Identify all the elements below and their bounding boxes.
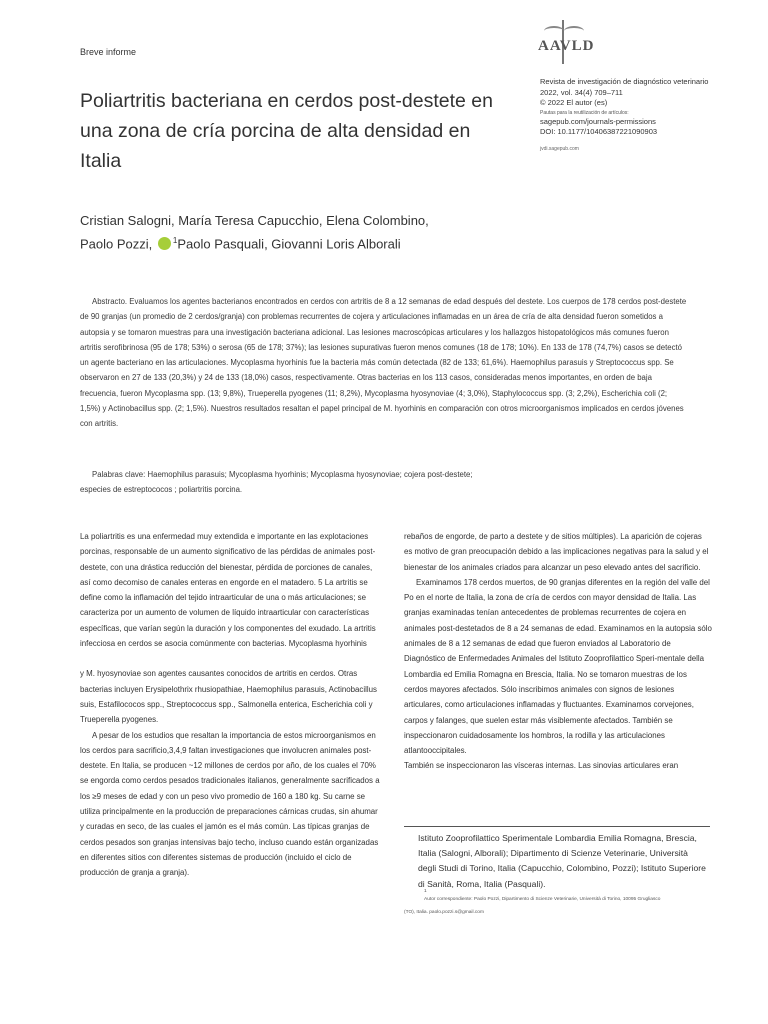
footnote-text: Autor correspondiente: Paolo Pozzi, Dipartimento di Scienze Veterinarie, Università di Torino, 10095 Grugliasco	[424, 897, 661, 902]
author-name: Paolo Pozzi,	[80, 236, 153, 252]
authors-line-1: Cristian Salogni, María Teresa Capucchio, Elena Colombino,	[80, 213, 429, 228]
footnote-email[interactable]: (TO), Italia. paolo.pozzi.s@gmail.com	[404, 910, 484, 915]
author-names: Paolo Pasquali, Giovanni Loris Alborali	[177, 236, 401, 252]
body-paragraph: y M. hyosynoviae son agentes causantes conocidos de artritis en cerdos. Otras bacterias incluyen Erysipelothrix rhusiopathiae, Haemophilus parasuis, Actinobacillus suis, Estafilococos spp., Streptococcus spp., Salmonella enterica, Escherichia coli y Trueperella pyogenes.	[80, 669, 377, 725]
author-superscript: 1	[172, 236, 178, 245]
keywords	[80, 467, 688, 497]
body-paragraph: rebaños de engorde, de parto a destete y de sitios múltiples). La aparición de cojeras es motivo de gran preocupación debido a las implicaciones negativas para la salud y el bienestar de los animales criados para alcanzar un peso elevado antes del sacrificio.	[404, 532, 709, 572]
footnote-mark: 1	[424, 889, 427, 894]
wing-icon	[544, 26, 564, 36]
journal-site[interactable]: jvdi.sagepub.com	[540, 145, 579, 152]
keywords-rest: de estreptococos ; poliartritis porcina.	[110, 485, 243, 494]
body-paragraph: A pesar de los estudios que resaltan la importancia de estos microorganismos en los cerdos para sacrificio,3,4,9 faltan investigaciones que involucren animales post-destete. En Italia, se producen ~12 millones de cerdos por año, de los cuales el 70% se engorda como cerdos pesados tradicionales italianos, generalmente sacrificados a los ≥9 meses de edad y con un peso vivo promedio de 160 a 180 kg. Su carne se utiliza principalmente en la producción de preparaciones cárnicas crudas, sin ahumar y curadas en seco, de las cuales el jamón es el más común. Las típicas granjas de cerdos pesados son granjas intensivas bajo techo, incluso cuando están organizadas en diferentes sitios con diferentes sistemas de producción (incluido el ciclo de producción de granja a granja).	[80, 730, 380, 878]
journal-name: Revista de investigación de diagnóstico veterinario	[540, 77, 709, 86]
copyright: © 2022 El autor (es)	[540, 98, 608, 107]
keywords-strong: especies	[80, 485, 111, 494]
article-title: Poliartritis bacteriana en cerdos post-destete en una zona de cría porcina de alta densidad en Italia	[80, 90, 493, 172]
author-list	[80, 211, 500, 254]
body-paragraph: También se inspeccionaron las vísceras internas. Las sinovias articulares eran	[404, 761, 679, 771]
permissions-link[interactable]: sagepub.com/journals-permissions	[540, 116, 656, 126]
affiliations: Istituto Zooprofilattico Sperimentale Lombardia Emilia Romagna, Brescia, Italia (Salogni, Alborali); Dipartimento di Scienze Veterinarie, Università degli Studi di Torino, Italia (Capucchio, Colombino, Pozzi); Istituto Superiore di Sanità, Roma, Italia (Pasquali).	[418, 833, 706, 889]
authors-line-2	[80, 231, 500, 254]
wing-icon	[564, 26, 584, 36]
keywords-line-2	[80, 482, 688, 497]
footnote-divider	[404, 826, 710, 827]
abstract-text: Abstracto. Evaluamos los agentes bacterianos encontrados en cerdos con artritis de 8 a 12 semanas de edad después del destete. Los cuerpos de 178 cerdos post-destete de 90 granjas (un promedio de 2 cerdos/granja) con problemas recurrentes de cojera y articulaciones inflamadas en un área de cría de alta densidad fueron sometidos a autopsia y se tomaron muestras para una investigación bacteriana adicional. Las lesiones macroscópicas articulares y los hallazgos histopatológicos más comunes fueron artritis serofibrinosa (95 de 178; 53%) o serosa (65 de 178; 37%); las lesiones supurativas fueron menos comunes (18 de 178; 10%). En 133 de 178 (74,7%) casos se detectó un agente bacteriano en las articulaciones. Mycoplasma hyorhinis fue la bacteria más común detectada (82 de 133; 61,6%). Haemophilus parasuis y Streptococcus spp. Se observaron en 27 de 133 (20,3%) y 24 de 133 (18,0%) casos, respectivamente. Otras bacterias en los 113 casos, consideradas menos importantes, en orden de baja frecuencia, fueron Mycoplasma spp. (13; 9,8%), Trueperella pyogenes (11; 8,2%), Mycoplasma hyosynoviae (4; 3,0%), Staphylococcus spp. (3; 2,2%), Escherichia coli (2; 1,5%) y Actinobacillus spp. (2; 1,5%). Nuestros resultados resaltan el papel principal de M. hyorhinis en comparación con otros microorganismos implicados en cerdos jóvenes con artritis.	[80, 297, 687, 429]
body-paragraph: Examinamos 178 cerdos muertos, de 90 granjas diferentes en la región del valle del Po en el norte de Italia, la zona de cría de cerdos con mayor densidad de Italia. Las granjas examinadas tenían antecedentes de problemas recurrentes de cojera en animales post-destetados de 8 a 24 semanas de edad. Examinamos en la autopsia sólo animales de 8 a 12 semanas de edad que fueron enviados al Laboratorio de Diagnóstico de Enfermedades Animales del Istituto Zooprofilattico Speri-mentale della Lombardia ed Emilia Romagna en Brescia, Italia. No se tomaron muestras de los cerdos mayores afectados. Sólo inscribimos animales con signos de lesiones articulares, como articulaciones inflamadas y fluctuantes. Examinamos corvejones, carpos y falanges, que suelen estar más visiblemente afectados. También se inspeccionaron cuidadosamente los hombros, la rodilla y las articulaciones atlantooccipitales.	[404, 577, 712, 756]
corresponding-author	[424, 888, 714, 904]
doi[interactable]: DOI: 10.1177/10406387221090903	[540, 127, 658, 136]
body-column-right	[404, 529, 712, 774]
abstract	[80, 294, 688, 432]
body-paragraph: La poliartritis es una enfermedad muy extendida e importante en las explotaciones porcinas, responsable de un aumento significativo de las pérdidas de animales post-destete, con una drástica reducción del bienestar, pérdida de porciones de canales, así como decomiso de canales enteras en engorde en el matadero. 5 La artritis se define como la inflamación del tejido intraarticular de una o más articulaciones; se caracteriza por un aumento de volumen de líquido intraarticular con características específicas, que varían según la duración y los componentes del exudado. La artritis infecciosa en cerdos se asocia comúnmente con bacterias. Mycoplasma hyorhinis	[80, 532, 376, 649]
journal-volume: 2022, vol. 34(4) 709–711	[540, 87, 623, 97]
orcid-icon[interactable]	[158, 237, 171, 250]
keywords-line-1: Palabras clave: Haemophilus parasuis; Mycoplasma hyorhinis; Mycoplasma hyosynoviae; cojera post-destete;	[92, 470, 473, 479]
reuse-guidelines: Pautas para la reutilización de artículos:	[540, 109, 629, 116]
logo-text: AAVLD	[538, 38, 595, 54]
section-label: Breve informe	[80, 47, 137, 57]
body-column-left	[80, 529, 380, 881]
journal-logo	[528, 18, 600, 68]
journal-meta	[540, 77, 740, 154]
